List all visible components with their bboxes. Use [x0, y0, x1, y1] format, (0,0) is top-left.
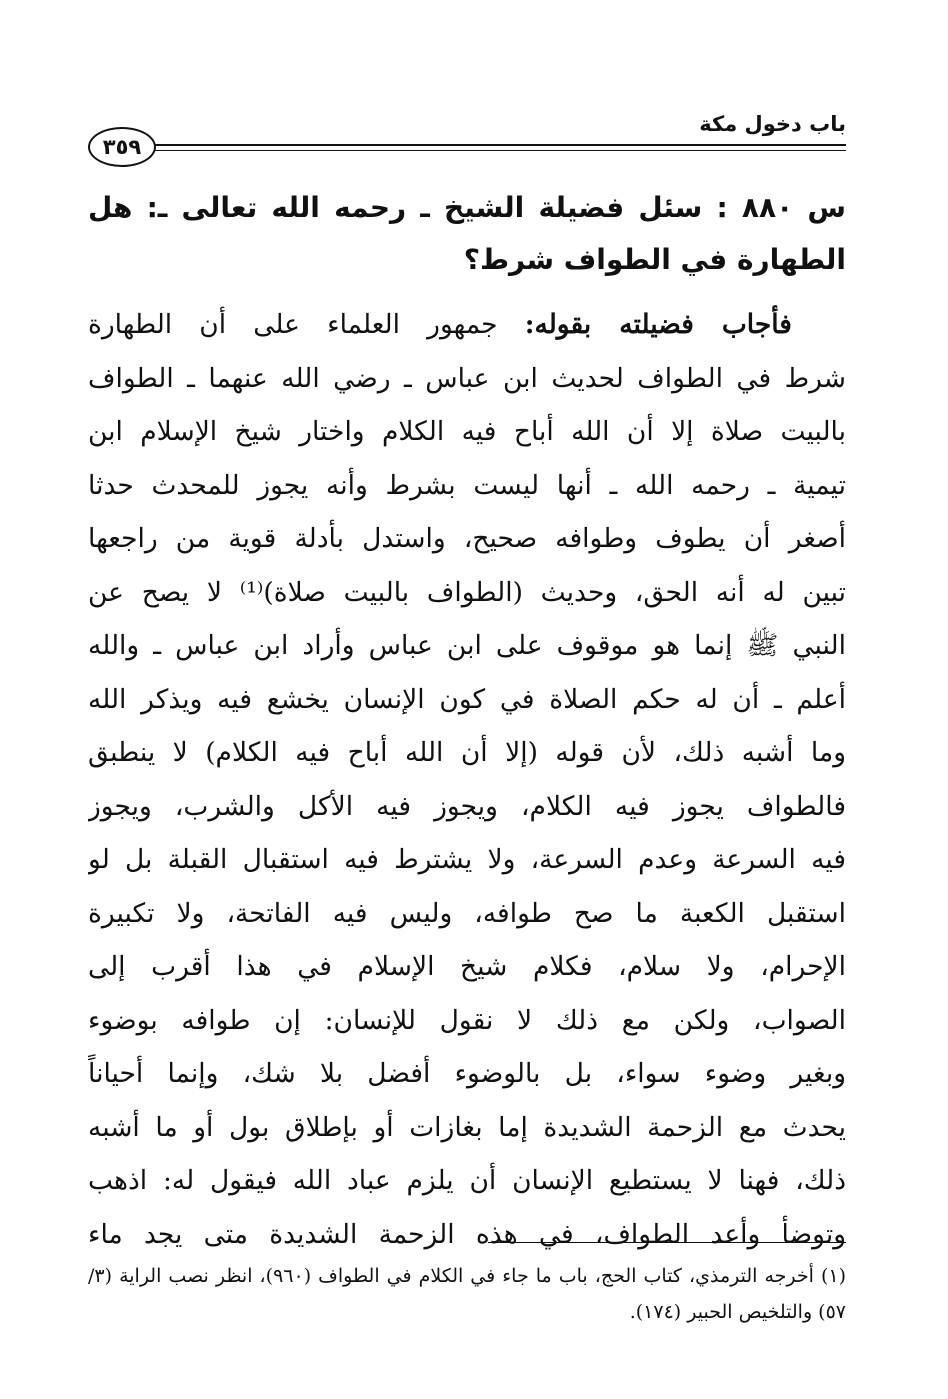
answer-lead: فأجاب فضيلته بقوله:: [524, 309, 792, 340]
answer-line: وما أشبه ذلك، لأن قوله (إلا أن الله أباح فيه الكلام) لا ينطبق: [88, 737, 846, 768]
answer-line: بالبيت صلاة إلا أن الله أباح فيه الكلام واختار شيخ الإسلام ابن: [88, 416, 846, 447]
answer-line: أصغر أن يطوف وطوافه صحيح، واستدل بأدلة قوية من راجعها: [88, 523, 846, 554]
header-rule: [146, 144, 846, 146]
answer-line: فيه السرعة وعدم السرعة، ولا يشترط فيه استقبال القبلة بل لو: [88, 844, 846, 875]
running-header: [88, 110, 846, 162]
footnote-text: (١) أخرجه الترمذي، كتاب الحج، باب ما جاء في الكلام في الطواف (٩٦٠)، انظر نصب الراية (٣/ ٥٧) والتلخيص الحبير (١٧٤).: [88, 1265, 847, 1323]
page-number-badge: [88, 127, 156, 167]
answer-line: الصواب، ولكن مع ذلك لا نقول للإنسان: إن طوافه بوضوء: [88, 1004, 846, 1036]
answer-line: شرط في الطواف لحديث ابن عباس ـ رضي الله عنهما ـ الطواف: [88, 362, 846, 394]
answer-line: وبغير وضوء سواء، بل بالوضوء أفضل بلا شك، وإنما أحياناً: [88, 1058, 846, 1089]
answer-line: وتوضأ وأعد الطواف، في هذه الزحمة الشديدة متى يجد ماء: [88, 1218, 846, 1250]
answer-line: استقبل الكعبة ما صح طوافه، وليس فيه الفاتحة، ولا تكبيرة: [88, 897, 846, 929]
answer-line: يحدث مع الزحمة الشديدة إما بغازات أو بإطلاق بول أو ما أشبه: [88, 1111, 846, 1143]
answer-line: تبين له أنه الحق، وحديث (الطواف بالبيت صلاة)⁽¹⁾ لا يصح عن: [88, 576, 846, 608]
answer-line: أعلم ـ أن له حكم الصلاة في كون الإنسان يخشع فيه ويذكر الله: [88, 683, 846, 715]
answer-line: ذلك، فهنا لا يستطيع الإنسان أن يلزم عباد الله فيقول له: اذهب: [88, 1165, 846, 1196]
answer-line: الإحرام، ولا سلام، فكلام شيخ الإسلام في هذا أقرب إلى: [88, 951, 846, 982]
answer-line: النبي ﷺ إنما هو موقوف على ابن عباس وأراد ابن عباس ـ والله: [88, 630, 846, 661]
page-number: ٣٥٩: [102, 135, 142, 159]
answer-line-text: جمهور العلماء على أن الطهارة: [88, 309, 498, 340]
chapter-title: باب دخول مكة: [699, 112, 846, 136]
question-text: س ٨٨٠ : سئل فضيلة الشيخ ـ رحمه الله تعالى ـ: هل الطهارة في الطواف شرط؟: [88, 191, 847, 276]
footnote-separator: [488, 1242, 846, 1243]
answer-line: [88, 298, 846, 352]
answer-body: [88, 298, 846, 1261]
answer-line: تيمية ـ رحمه الله ـ أنها ليست بشرط وأنه يجوز للمحدث حدثا: [88, 469, 846, 501]
header-rule-thin: [146, 150, 846, 151]
answer-line: فالطواف يجوز فيه الكلام، ويجوز فيه الأكل والشرب، ويجوز: [88, 790, 846, 822]
